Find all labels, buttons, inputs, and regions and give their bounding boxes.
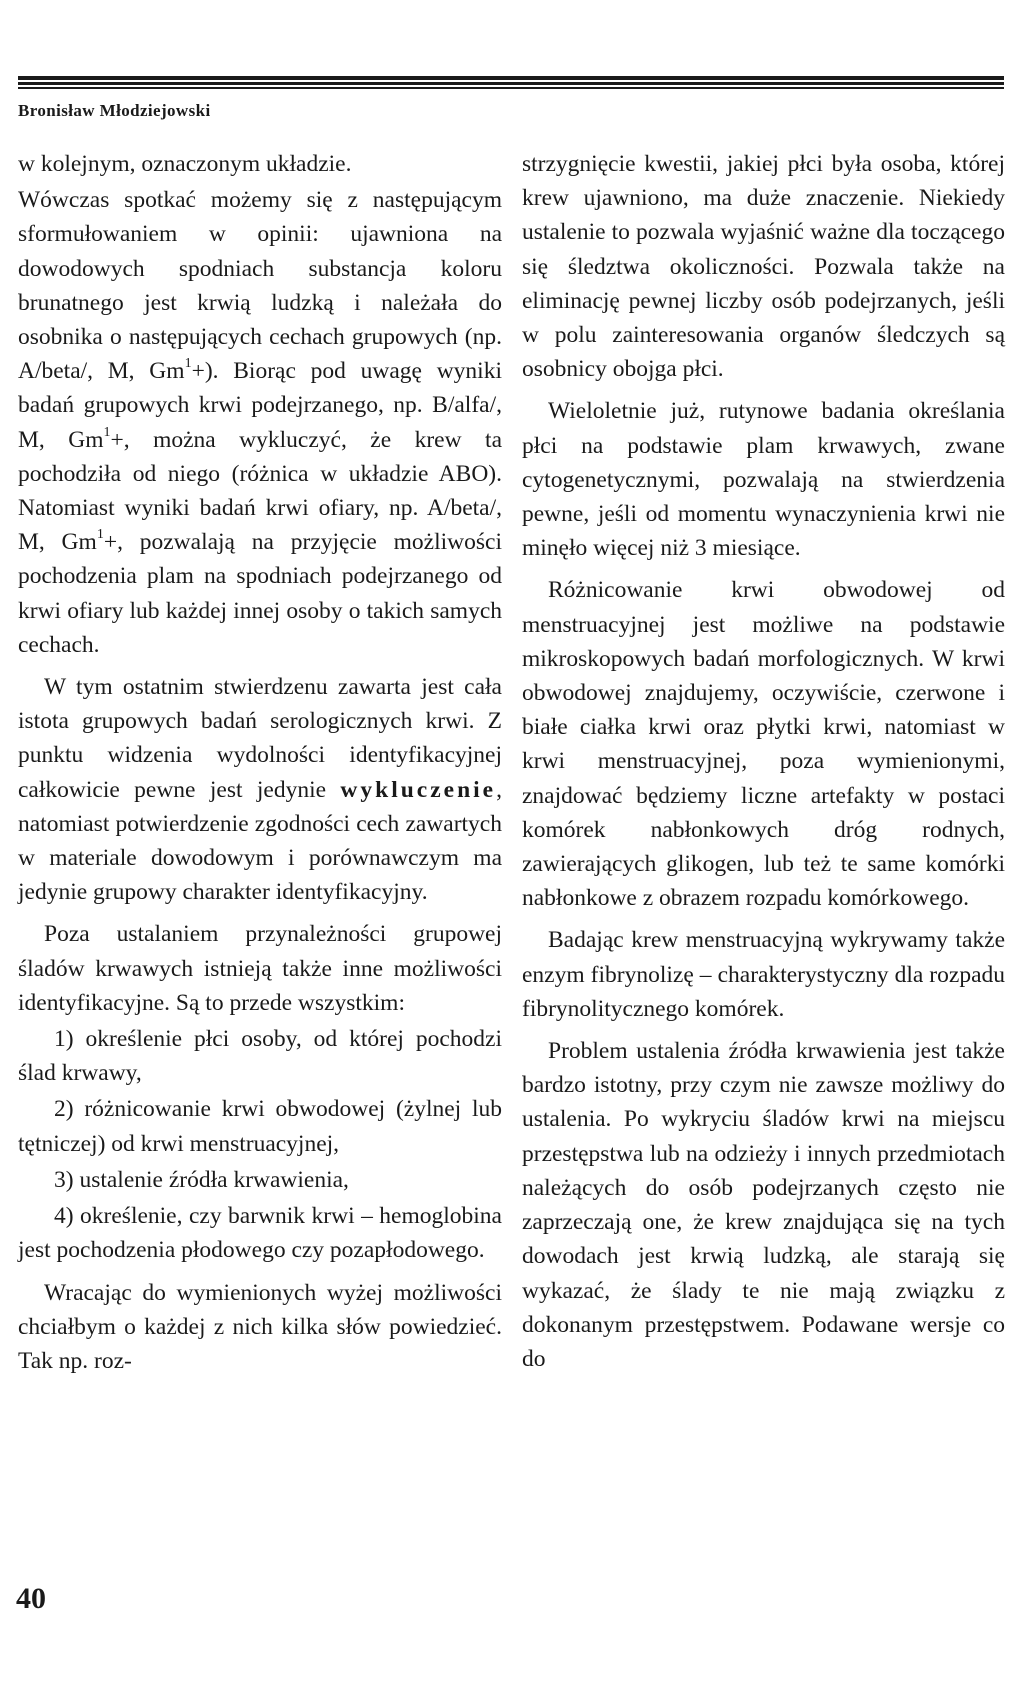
left-paragraph-3: W tym ostatnim stwierdzenu zawarta jest cała istota grupowych badań serologicznych krwi. Z punktu widzenia wydolności identyfikacyjnej całkowicie pewne jest jedynie wykluczenie, natomiast potwierdzenie zgodności cech zawartych w materiale dowodowym i porównawczym ma jedynie grupowy charakter identyfikacyjny. xyxy=(18,674,502,906)
list-item-4: 4) określenie, czy barwnik krwi – hemoglobina jest pochodzenia płodowego czy pozapłodowego. xyxy=(18,1203,502,1264)
list-item-1: 1) określenie płci osoby, od której pochodzi ślad krwawy, xyxy=(18,1026,502,1087)
right-paragraph-1: strzygnięcie kwestii, jakiej płci była osoba, której krew ujawniono, ma duże znaczenie. Niekiedy ustalenie to pozwala wyjaśnić ważne dla toczącego się śledztwa okoliczności. Pozwala także na eliminację pewnej liczby osób podejrzanych, jeśli w polu zainteresowania organów śledczych są osobnicy obojga płci. xyxy=(522,151,1005,383)
right-column xyxy=(522,147,1005,1378)
running-head-author: Bronisław Młodziejowski xyxy=(18,101,211,120)
right-paragraph-4: Badając krew menstruacyjną wykrywamy także enzym fibrynolizę – charakterystyczny dla rozpadu fibrynolitycznego komórek. xyxy=(522,927,1005,1022)
header-rule-middle xyxy=(18,82,1004,85)
left-paragraph-2: Wówczas spotkać możemy się z następującym sformułowaniem w opinii: ujawniona na dowodowych spodniach substancja koloru brunatnego jest krwią ludzką i należała do osobnika o następujących cechach grupowych (np. A/beta/, M, $Gm^1+$). Biorąc pod uwagę wyniki badań grupowych krwi podejrzanego, np. B/alfa/, M, $Gm^1+$, można wykluczyć, że krew ta pochodziła od niego (różnica w układzie ABO). Natomiast wyniki badań krwi ofiary, np. A/beta/, M, $Gm^1+$, pozwalają na przyjęcie możliwości pochodzenia plam na spodniach podejrzanego od krwi ofiary lub każdej innej osoby o takich samych cechach. xyxy=(18,187,502,658)
right-paragraph-2: Wieloletnie już, rutynowe badania określania płci na podstawie plam krwawych, zwane cytogenetycznymi, pozwalają na stwierdzenia pewne, jeśli od momentu wynaczynienia krwi nie minęło więcej niż 3 miesiące. xyxy=(522,398,1005,562)
left-column xyxy=(18,147,502,1380)
right-paragraph-5: Problem ustalenia źródła krwawienia jest także bardzo istotny, przy czym nie zawsze możliwy do ustalenia. Po wykryciu śladów krwi na miejscu przestępstwa lub na odzieży i innych przedmiotach należących do osób podejrzanych często nie zaprzeczają one, że krew znajdująca się na tych dowodach jest krwią ludzką, ale starają się wykazać, że ślady te nie mają związku z dokonanym przestępstwem. Podawane wersje co do xyxy=(522,1038,1005,1372)
left-paragraph-5: Wracając do wymienionych wyżej możliwości chciałbym o każdej z nich kilka słów powiedzieć. Tak np. roz- xyxy=(18,1279,502,1374)
left-paragraph-4: Poza ustalaniem przynależności grupowej śladów krwawych istnieją także inne możliwości identyfikacyjne. Są to przede wszystkim: xyxy=(18,921,502,1016)
header-rule-top xyxy=(18,76,1004,80)
superscript: 1 xyxy=(184,356,192,372)
superscript: 1 xyxy=(103,424,111,440)
superscript: 1 xyxy=(96,527,104,543)
right-paragraph-3: Różnicowanie krwi obwodowej od menstruacyjnej jest możliwe na podstawie mikroskopowych badań morfologicznych. W krwi obwodowej znajdujemy, oczywiście, czerwone i białe ciałka krwi oraz płytki krwi, natomiast w krwi menstruacyjnej, poza wymienionymi, znajdować będziemy liczne artefakty w postaci komórek nabłonkowych dróg rodnych, zawierających glikogen, lub też te same komórki nabłonkowe z obrazem rozpadu komórkowego. xyxy=(522,577,1005,912)
left-paragraph-1: w kolejnym, oznaczonym układzie. xyxy=(18,151,352,177)
header-rule-bottom xyxy=(18,87,1004,89)
list-item-3: 3) ustalenie źródła krwawienia, xyxy=(54,1166,349,1193)
emphasized-term: wykluczenie xyxy=(340,776,497,803)
page-number: 40 xyxy=(16,1582,46,1615)
list-item-2: 2) różnicowanie krwi obwodowej (żylnej lub tętniczej) od krwi menstruacyjnej, xyxy=(18,1096,502,1157)
